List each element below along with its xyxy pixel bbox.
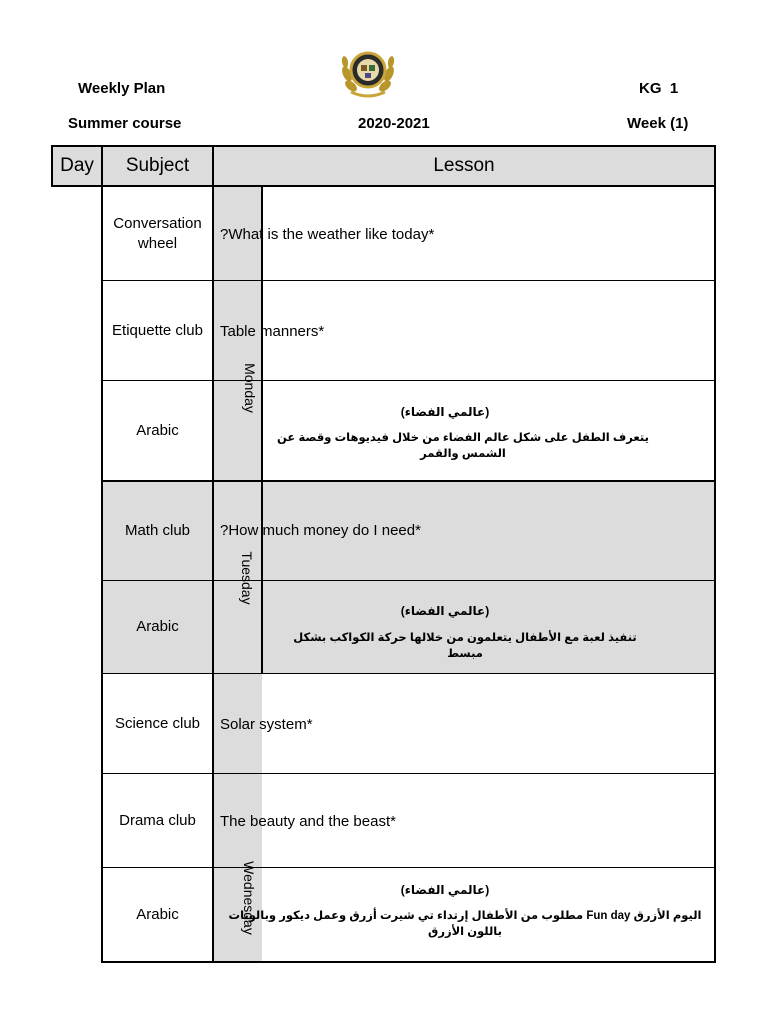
column-header-day: Day [60, 155, 94, 176]
lesson-title: (عالمي الفضاء) [400, 883, 490, 897]
course-label: Summer course [68, 115, 182, 132]
lesson-cell: يتعرف الطفل على شكل عالم الفضاء من خلال فيديوهات وقصة عن الشمس والقمر [277, 432, 649, 460]
subject-cell: Science club [114, 714, 201, 732]
week-label: Week (1) [627, 115, 689, 132]
subject-cell: Drama club [119, 811, 196, 829]
lesson-cell: Solar system* [220, 716, 313, 733]
lesson-cell: اليوم الأزرق Fun day مطلوب من الأطفال إرتداء تي شيرت أزرق وعمل ديكور وبالونات باللون الأزرق [228, 910, 702, 938]
lesson-title: (عالمي الفضاء) [400, 405, 490, 419]
day-label-monday: Monday [242, 363, 258, 413]
subject-cell: Arabic [136, 618, 179, 635]
column-header-subject: Subject [125, 155, 190, 176]
lesson-cell: ?What is the weather like today* [220, 226, 435, 243]
day-label-tuesday: Tuesday [239, 551, 255, 605]
subject-cell: Arabic [136, 421, 179, 439]
plan-title: Weekly Plan [78, 80, 166, 97]
subject-cell: Etiquette club [112, 321, 203, 339]
lesson-cell: ?How much money do I need* [220, 522, 421, 539]
subject-cell: Arabic [136, 905, 179, 923]
subject-cell: Conversation wheel [113, 214, 202, 252]
day-label-wednesday: Wednesday [241, 861, 257, 935]
grade-label: KG 1 [639, 80, 679, 97]
column-header-lesson: Lesson [433, 155, 495, 176]
lesson-cell: Table manners* [220, 323, 325, 340]
year-label: 2020-2021 [358, 115, 430, 132]
school-logo [337, 44, 399, 100]
lesson-title: (عالمي الفضاء) [400, 604, 490, 618]
subject-cell: Math club [124, 522, 191, 539]
lesson-cell: تنفيذ لعبة مع الأطفال يتعلمون من خلالها حركة الكواكب بشكل مبسط [293, 632, 637, 660]
lesson-cell: The beauty and the beast* [220, 813, 396, 830]
